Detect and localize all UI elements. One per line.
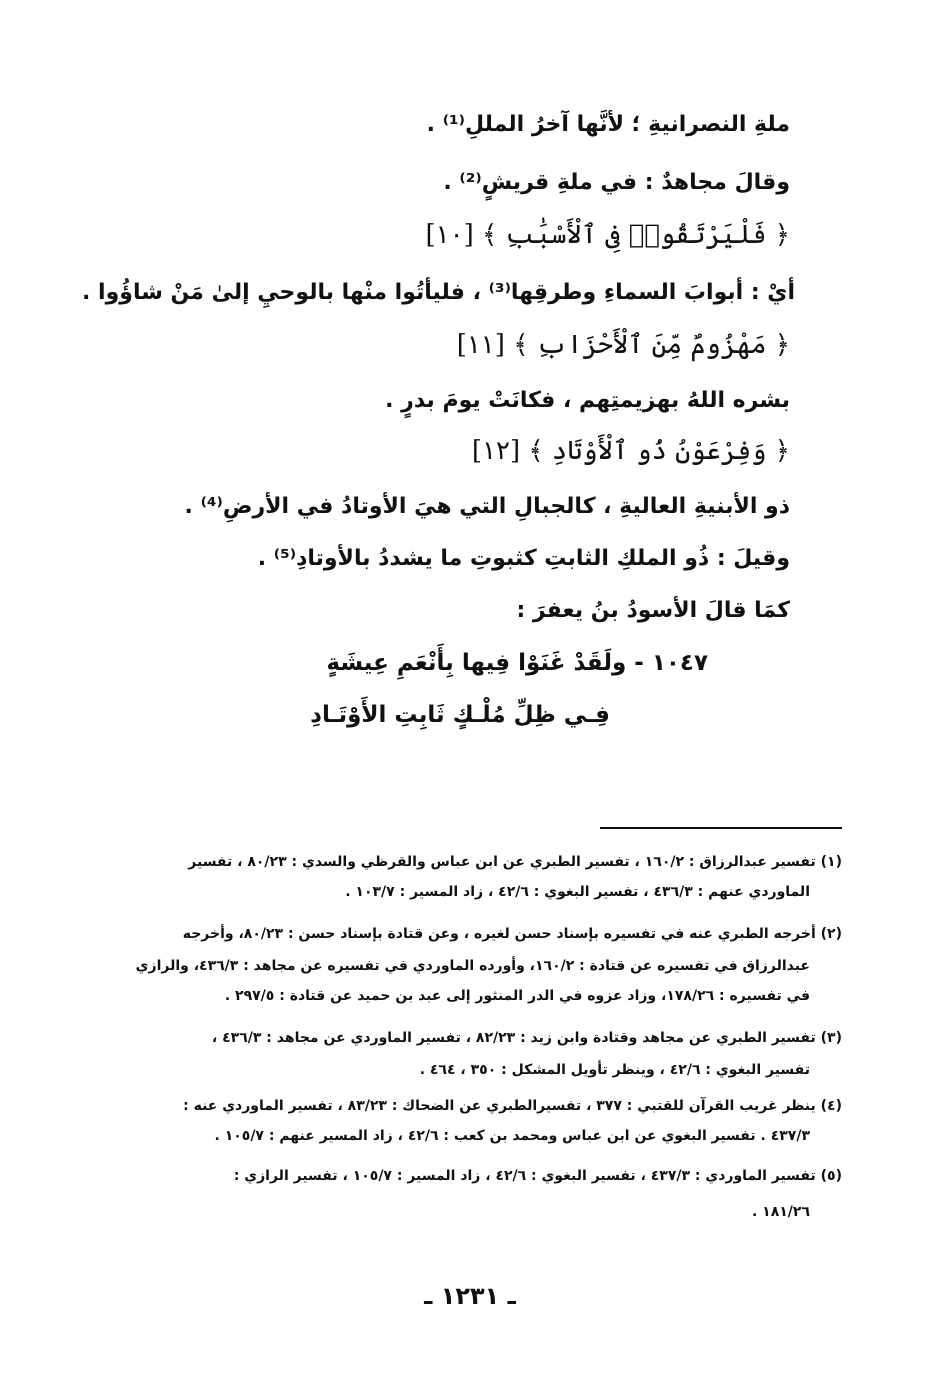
footnote-2-line-3: في تفسيره : ١٧٨/٢٦، وزاد عزوه في الدر المنثور إلى عبد بن حميد عن قتادة : ٢٩٧/٥ . (224, 988, 810, 1004)
body-line-3: أيْ : أبوابَ السماءِ وطرقِها⁽³⁾ ، فليأتُوا منْها بالوحيِ إلىٰ مَنْ شاؤُوا . (82, 280, 795, 305)
footnote-3-line-1: (٣) تفسير الطبري عن مجاهد وقتادة وابن زيد : ٨٢/٢٣ ، تفسير الماوردي عن مجاهد : ٤٣٦/٣ ، (211, 1030, 842, 1046)
page-number: ـ ١٢٣١ ـ (424, 1282, 516, 1310)
footnote-4-line-2: ٤٣٧/٣ . تفسير البغوي عن ابن عباس ومحمد بن كعب : ٤٢/٦ ، زاد المسير عنهم : ١٠٥/٧ . (214, 1128, 810, 1144)
footnote-1-line-2: الماوردي عنهم : ٤٣٦/٣ ، تفسير البغوي : ٤٢/٦ ، زاد المسير : ١٠٣/٧ . (345, 884, 810, 900)
footnote-5-line-1: (٥) تفسير الماوردي : ٤٣٧/٣ ، تفسير البغوي : ٤٢/٦ ، زاد المسير : ١٠٥/٧ ، تفسير الرازي : (233, 1168, 842, 1184)
body-line-7: كمَا قالَ الأسودُ بنُ يعفرَ : (516, 598, 790, 623)
body-line-4: بشره اللهُ بهزيمتِهم ، فكانَتْ يومَ بدرٍ . (385, 388, 790, 413)
footnote-2-line-2: عبدالرزاق في تفسيره عن قتادة : ١٦٠/٢، وأورده الماوردي في تفسيره عن مجاهد : ٤٣٦/٣، والرازي (135, 958, 810, 974)
body-line-6: وقيلَ : ذُو الملكِ الثابتِ كثبوتِ ما يشددُ بالأوتادِ⁽⁵⁾ . (257, 546, 790, 571)
footnote-2-line-1: (٢) أخرجه الطبري عنه في تفسيره بإسناد حسن لغيره ، وعن قتادة بإسناد حسن : ٨٠/٢٣، وأخرجه (182, 926, 842, 942)
quran-verse-12: ﴿ وَفِرْعَوْنُ ذُو ٱلْأَوْتَادِ ﴾ [١٢] (471, 436, 790, 466)
footnote-1-line-1: (١) تفسير عبدالرزاق : ١٦٠/٢ ، تفسير الطبري عن ابن عباس والقرظي والسدي : ٨٠/٢٣ ، تفسير (188, 854, 842, 870)
body-line-2: وقالَ مجاهدٌ : في ملةِ قريشٍ⁽²⁾ . (443, 170, 790, 195)
quran-verse-11: ﴿ مَهْزُومٌ مِّنَ ٱلْأَحْزَابِ ﴾ [١١] (456, 330, 790, 360)
poem-line-1: ١٠٤٧ - ولَقَدْ غَنَوْا فِيها بِأَنْعَمِ عِيشَةٍ (326, 650, 708, 676)
footnote-3-line-2: تفسير البغوي : ٤٢/٦ ، وينظر تأويل المشكل : ٣٥٠ ، ٤٦٤ . (419, 1062, 810, 1078)
footnote-5-line-2: ١٨١/٢٦ . (751, 1204, 810, 1220)
footnote-4-line-1: (٤) ينظر غريب القرآن للقتبي : ٣٧٧ ، تفسيرالطبري عن الضحاك : ٨٣/٢٣ ، تفسير الماوردي عنه : (183, 1098, 842, 1114)
quran-verse-10: ﴿ فَلْيَرْتَقُوا۟ فِى ٱلْأَسْبَٰبِ ﴾ [١٠] (425, 220, 790, 250)
body-line-1: ملةِ النصرانيةِ ؛ لأنَّها آخرُ المللِ⁽¹⁾ . (426, 112, 790, 137)
poem-line-2: فِـي ظِلِّ مُلْـكٍ ثَابِتِ الأَوْتَـادِ (310, 702, 610, 728)
body-line-5: ذو الأبنيةِ العاليةِ ، كالجبالِ التي هيَ الأوتادُ في الأرضِ⁽⁴⁾ . (184, 494, 790, 519)
footnote-divider (600, 827, 842, 829)
